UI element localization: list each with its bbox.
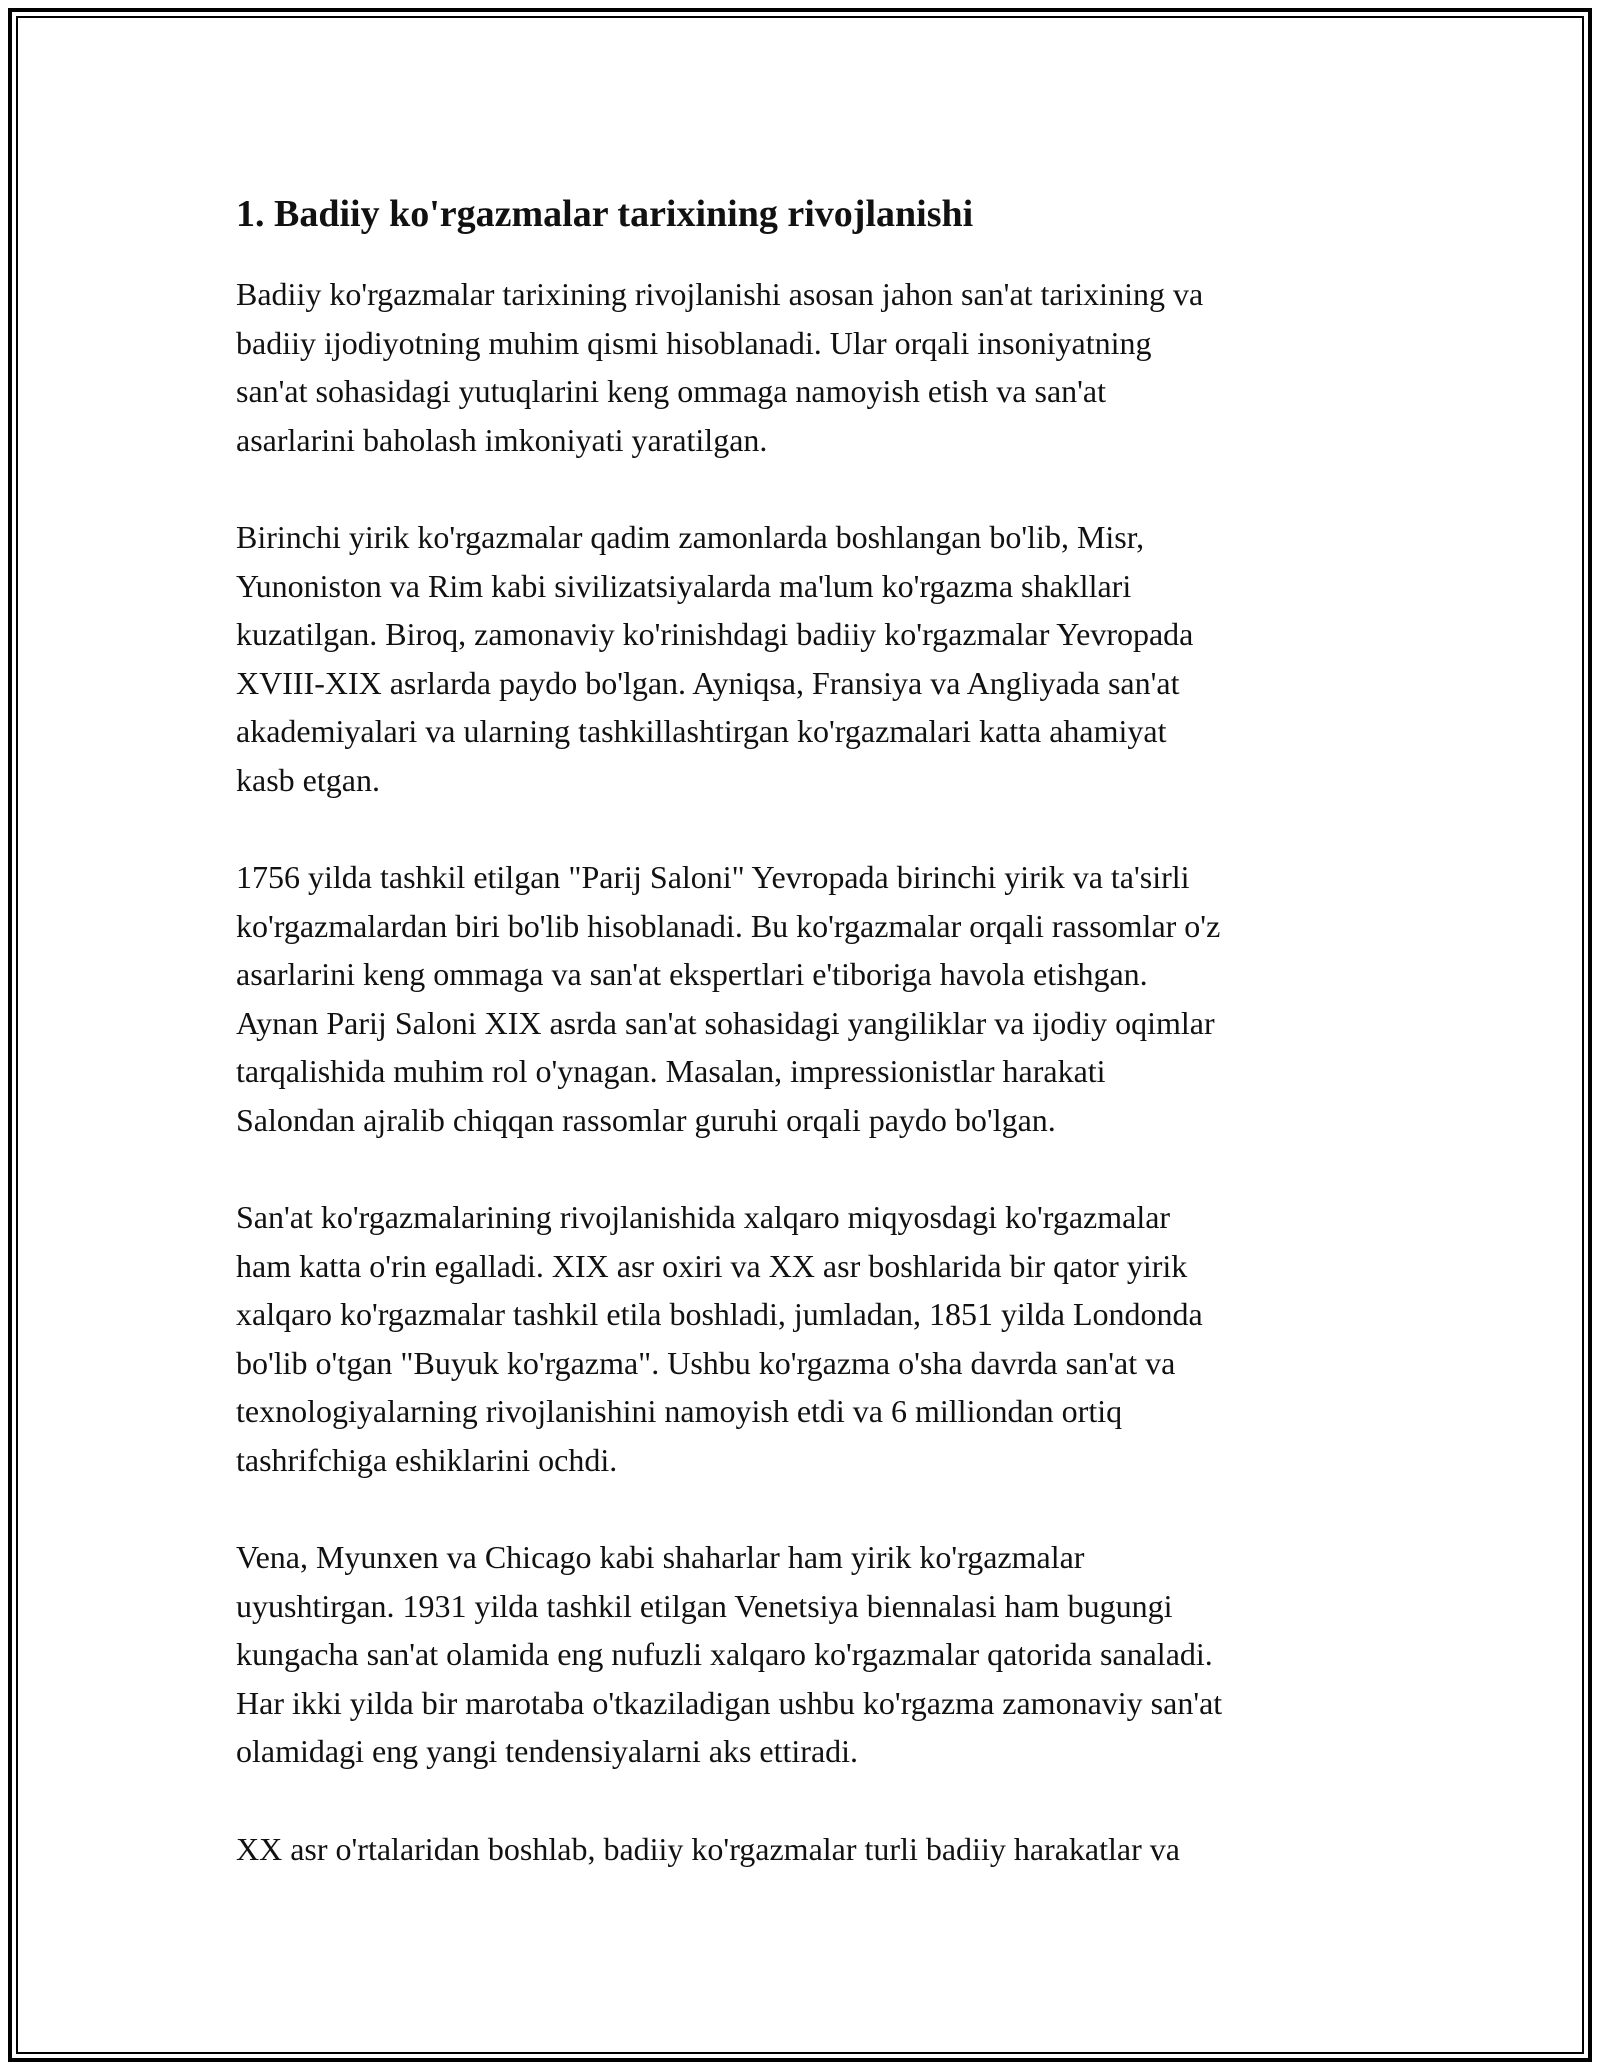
paragraph — [236, 1533, 1386, 1776]
paragraph-line: Badiiy ko'rgazmalar tarixining rivojlanishi asosan jahon san'at tarixining va — [236, 276, 1204, 312]
paragraph — [236, 513, 1386, 804]
paragraph-line: Aynan Parij Saloni XIX asrda san'at sohasidagi yangiliklar va ijodiy oqimlar — [236, 1004, 1215, 1041]
paragraph — [236, 1193, 1386, 1484]
paragraph-line: san'at sohasidagi yutuqlarini keng ommaga namoyish etish va san'at — [236, 373, 1107, 409]
paragraph-line: kasb etgan. — [236, 761, 380, 798]
paragraph-container — [236, 270, 1386, 1873]
paragraph-line: asarlarini baholash imkoniyati yaratilgan. — [236, 421, 768, 458]
document-body — [236, 188, 1386, 1922]
paragraph-line: badiiy ijodiyotning muhim qismi hisoblanadi. Ular orqali insoniyatning — [236, 324, 1152, 361]
paragraph-line: Birinchi yirik ko'rgazmalar qadim zamonlarda boshlangan bo'lib, Misr, — [236, 519, 1145, 555]
paragraph-line: XVIII-XIX asrlarda paydo bo'lgan. Ayniqsa, Fransiya va Angliyada san'at — [236, 664, 1180, 701]
paragraph-line: uyushtirgan. 1931 yilda tashkil etilgan Venetsiya biennalasi ham bugungi — [236, 1587, 1173, 1624]
paragraph-line: 1756 yilda tashkil etilgan "Parij Saloni" Yevropada birinchi yirik va ta'sirli — [236, 859, 1190, 895]
paragraph-line: tarqalishida muhim rol o'ynagan. Masalan, impressionistlar harakati — [236, 1053, 1106, 1089]
paragraph-line: XX asr o'rtalaridan boshlab, badiiy ko'rgazmalar turli badiiy harakatlar va — [236, 1830, 1180, 1867]
section-heading: 1. Badiiy ko'rgazmalar tarixining rivojlanishi — [236, 193, 974, 235]
paragraph-line: tashrifchiga eshiklarini ochdi. — [236, 1441, 618, 1478]
paragraph — [236, 270, 1386, 464]
paragraph-line: asarlarini keng ommaga va san'at ekspertlari e'tiboriga havola etishgan. — [236, 956, 1148, 992]
paragraph-line: kungacha san'at olamida eng nufuzli xalqaro ko'rgazmalar qatorida sanaladi. — [236, 1636, 1213, 1672]
paragraph-line: texnologiyalarning rivojlanishini namoyish etdi va 6 milliondan ortiq — [236, 1393, 1123, 1429]
paragraph-line: San'at ko'rgazmalarining rivojlanishida xalqaro miqyosdagi ko'rgazmalar — [236, 1199, 1171, 1235]
paragraph-line: Vena, Myunxen va Chicago kabi shaharlar ham yirik ko'rgazmalar — [236, 1539, 1085, 1575]
paragraph — [236, 853, 1386, 1144]
paragraph-line: xalqaro ko'rgazmalar tashkil etila boshladi, jumladan, 1851 yilda Londonda — [236, 1296, 1203, 1332]
paragraph-line: kuzatilgan. Biroq, zamonaviy ko'rinishdagi badiiy ko'rgazmalar Yevropada — [236, 616, 1194, 652]
paragraph-line: Har ikki yilda bir marotaba o'tkaziladigan ushbu ko'rgazma zamonaviy san'at — [236, 1684, 1223, 1721]
paragraph-line: Yunoniston va Rim kabi sivilizatsiyalarda ma'lum ko'rgazma shakllari — [236, 567, 1132, 604]
paragraph-line: bo'lib o'tgan "Buyuk ko'rgazma". Ushbu ko'rgazma o'sha davrda san'at va — [236, 1344, 1176, 1381]
paragraph-line: ham katta o'rin egalladi. XIX asr oxiri va XX asr boshlarida bir qator yirik — [236, 1247, 1188, 1284]
paragraph-line: akademiyalari va ularning tashkillashtirgan ko'rgazmalari katta ahamiyat — [236, 713, 1167, 749]
paragraph-line: Salondan ajralib chiqqan rassomlar guruhi orqali paydo bo'lgan. — [236, 1101, 1056, 1138]
paragraph-line: ko'rgazmalardan biri bo'lib hisoblanadi. Bu ko'rgazmalar orqali rassomlar o'z — [236, 907, 1221, 944]
paragraph-line: olamidagi eng yangi tendensiyalarni aks ettiradi. — [236, 1733, 859, 1769]
paragraph — [236, 1825, 1386, 1874]
